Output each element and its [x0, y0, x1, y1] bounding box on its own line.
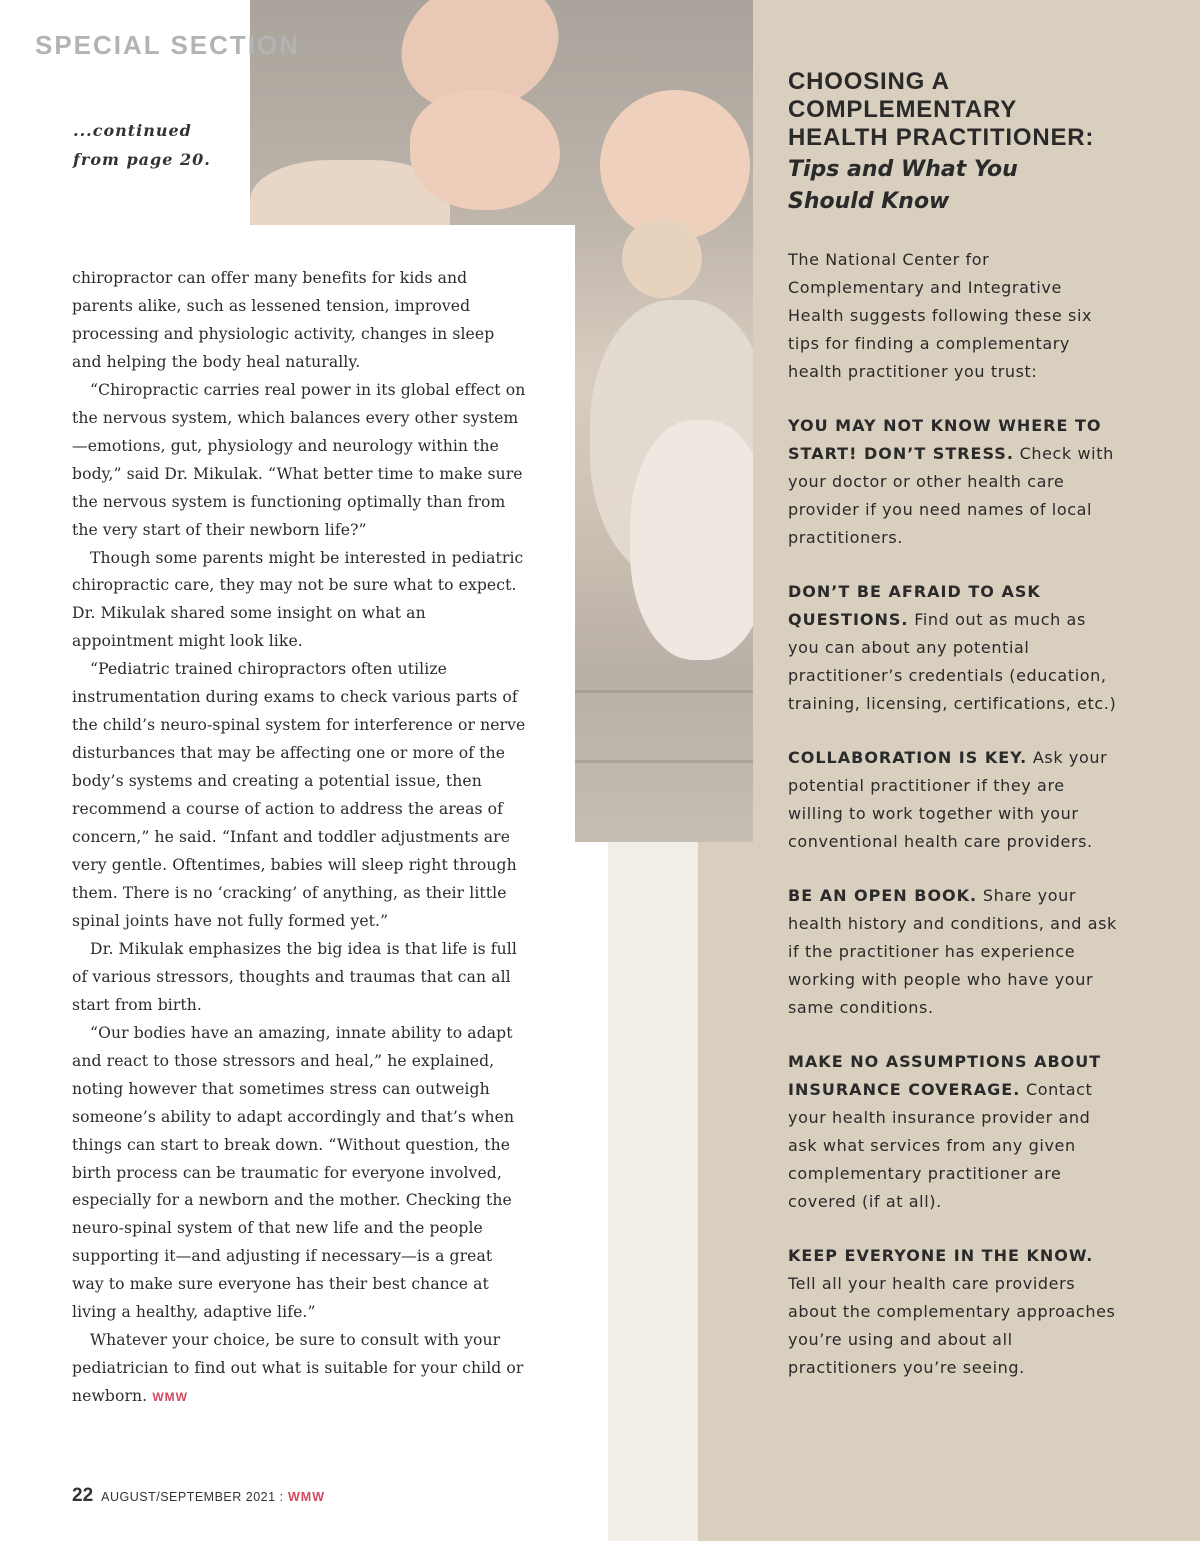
sidebar-title-line: CHOOSING A: [788, 68, 950, 95]
signoff-mark: WMW: [152, 1390, 188, 1405]
tip-heading: BE AN OPEN BOOK.: [788, 886, 978, 905]
article-paragraph: “Our bodies have an amazing, innate ability to adapt and react to those stressors and heal,” he explained, noting however that sometimes stress can outweigh someone’s ability to adapt accordingly and that’s when things can start to break down. “Without question, the birth process can be traumatic for everyone involved, especially for a newborn and the mother. Checking the neuro-spinal system of that new life and the people supporting it—and adjusting if necessary—is a great way to make sure everyone has their best chance at living a healthy, adaptive life.”: [72, 1023, 515, 1322]
tip-item: [788, 1048, 1118, 1216]
article-paragraph: Though some parents might be interested in pediatric chiropractic care, they may not be sure what to expect. Dr. Mikulak shared some insight on what an appointment might look like.: [72, 548, 524, 651]
sidebar-subtitle: [788, 154, 1118, 218]
article-paragraph: “Pediatric trained chiropractors often utilize instrumentation during exams to check various parts of the child’s neuro-spinal system for interference or nerve disturbances that may be affecting one or more of the body’s systems and creating a potential issue, then recommend a course of action to address the areas of concern,” he said. “Infant and toddler adjustments are very gentle. Oftentimes, babies will sleep right through them. There is no ‘cracking’ of anything, as their little spinal joints have not fully formed yet.”: [72, 660, 526, 930]
continued-line-2: from page 20.: [73, 150, 211, 169]
tip-heading: YOU MAY NOT KNOW WHERE TO START! DON’T STRESS.: [788, 416, 1102, 463]
page-number: 22: [72, 1485, 94, 1506]
tip-body: Tell all your health care providers about the complementary approaches you’re using and about all practitioners you’re seeing.: [788, 1274, 1116, 1377]
tip-item: [788, 412, 1118, 552]
tip-heading: MAKE NO ASSUMPTIONS ABOUT INSURANCE COVERAGE.: [788, 1052, 1102, 1099]
tip-body: Check with your doctor or other health care provider if you need names of local practitioners.: [788, 444, 1114, 547]
sidebar-title: [788, 68, 1118, 152]
article-body: [72, 265, 527, 1412]
issue-date: AUGUST/SEPTEMBER 2021 :: [101, 1490, 284, 1504]
sidebar: [788, 68, 1118, 1382]
page-footer: [72, 1485, 325, 1507]
tip-body: Ask your potential practitioner if they are willing to work together with your conventional health care providers.: [788, 748, 1108, 851]
tip-body: Share your health history and conditions, and ask if the practitioner has experience working with people who have your same conditions.: [788, 886, 1117, 1017]
article-paragraph: “Chiropractic carries real power in its global effect on the nervous system, which balances every other system—emotions, gut, physiology and neurology within the body,” said Dr. Mikulak. “What better time to make sure the nervous system is functioning optimally than from the very start of their newborn life?”: [72, 380, 526, 539]
sidebar-subtitle-line: Tips and What You: [788, 157, 1018, 182]
article-paragraph-last: [72, 1327, 527, 1412]
section-label: SPECIAL SECTION: [35, 30, 301, 60]
sidebar-intro: The National Center for Complementary and Integrative Health suggests following these six tips for finding a complementary health practitioner you trust:: [788, 250, 1093, 381]
tip-heading: KEEP EVERYONE IN THE KNOW.: [788, 1246, 1094, 1265]
continued-note: [73, 116, 243, 174]
sidebar-title-line: HEALTH PRACTITIONER:: [788, 124, 1095, 151]
tip-body: Find out as much as you can about any potential practitioner’s credentials (education, training, licensing, certifications, etc.): [788, 610, 1117, 713]
article-paragraph: Dr. Mikulak emphasizes the big idea is that life is full of various stressors, thoughts and traumas that can all start from birth.: [72, 939, 517, 1014]
tip-item: [788, 744, 1118, 856]
tip-item: [788, 1242, 1118, 1382]
continued-line-1: ...continued: [73, 121, 192, 140]
tip-body: Contact your health insurance provider and ask what services from any given complementary practitioner are covered (if at all).: [788, 1080, 1093, 1211]
tip-item: [788, 882, 1118, 1022]
tip-heading: COLLABORATION IS KEY.: [788, 748, 1028, 767]
sidebar-title-line: COMPLEMENTARY: [788, 96, 1018, 123]
cream-strip: [608, 840, 700, 1541]
magazine-name: WMW: [287, 1490, 325, 1504]
tip-item: [788, 578, 1118, 718]
sidebar-subtitle-line: Should Know: [788, 189, 950, 214]
tip-heading: DON’T BE AFRAID TO ASK QUESTIONS.: [788, 582, 1041, 629]
article-paragraph-text: Whatever your choice, be sure to consult with your pediatrician to find out what is suitable for your child or newborn.: [72, 1331, 524, 1406]
article-paragraph: chiropractor can offer many benefits for kids and parents alike, such as lessened tension, improved processing and physiologic activity, changes in sleep and helping the body heal naturally.: [72, 269, 495, 371]
